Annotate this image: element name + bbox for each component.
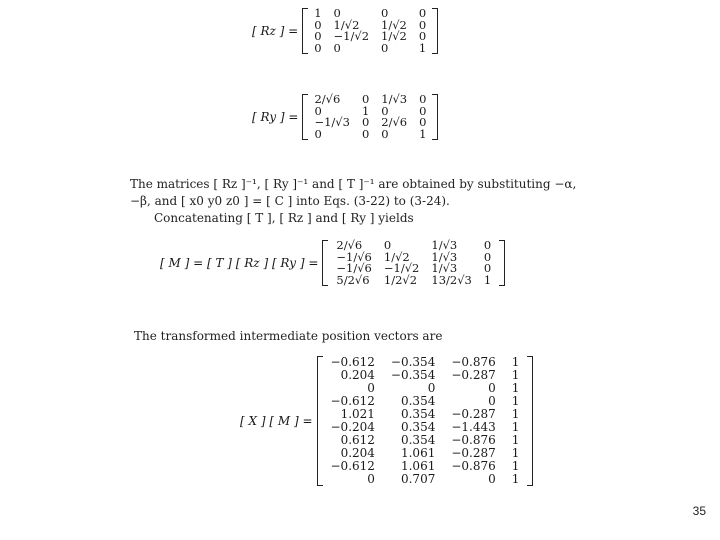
matrix-cell: −0.354	[390, 355, 436, 369]
matrix-cell: 0	[483, 238, 492, 252]
matrix-cell: −1/√6	[336, 261, 372, 275]
matrix-cell: −0.287	[451, 368, 496, 382]
matrix-left-bracket	[317, 356, 323, 486]
matrix-row	[323, 473, 528, 486]
matrix-left-bracket	[322, 240, 328, 286]
matrix-cell: −0.876	[451, 355, 496, 369]
matrix-rz-table	[308, 8, 432, 54]
matrix-row	[323, 369, 528, 382]
matrix-cell: 0	[314, 126, 322, 141]
matrix-cell: 1/√3	[431, 238, 458, 252]
matrix-cell: 2/√6	[336, 238, 363, 252]
matrix-cell: 0	[381, 40, 389, 55]
matrix-cell: 0	[361, 115, 370, 129]
matrix-cell: −0.354	[390, 368, 436, 382]
matrix-cell: 0.612	[340, 433, 375, 447]
matrix-row	[308, 8, 432, 20]
matrix-cell: 0	[419, 115, 427, 129]
matrix-right-bracket	[527, 356, 533, 486]
matrix-cell: 0	[419, 103, 427, 118]
matrix-cell: −1/√2	[383, 261, 420, 275]
matrix-cell: 0	[314, 40, 322, 55]
matrix-cell: 1.061	[400, 459, 436, 473]
matrix-cell: 0	[361, 92, 370, 106]
matrix-cell: 0.204	[340, 368, 375, 382]
matrix-cell: 13/2√3	[431, 272, 472, 287]
matrix-ry-table	[308, 94, 432, 140]
matrix-cell: 0.354	[400, 394, 436, 408]
equation-ry-lhs: [ Ry ] =	[252, 110, 299, 124]
matrix-cell: 1	[511, 459, 520, 473]
matrix-cell: 0	[314, 29, 322, 43]
matrix-cell: −1/√2	[333, 29, 370, 43]
matrix-cell: 1/√2	[381, 17, 407, 32]
matrix-cell: 0	[383, 238, 392, 252]
matrix-cell: −1/√6	[336, 249, 372, 264]
matrix-cell: −0.287	[451, 407, 496, 421]
equation-x-lhs: [ X ] [ M ] =	[240, 414, 313, 428]
matrix-left-bracket	[302, 8, 308, 54]
matrix-m-table	[330, 240, 497, 286]
matrix-cell: 2/√6	[314, 92, 341, 106]
matrix-cell: 1/√3	[431, 261, 458, 275]
matrix-cell: 1/√3	[381, 92, 408, 106]
matrix-left-bracket	[302, 94, 308, 140]
matrix-cell: 0	[483, 249, 492, 264]
paragraph-line-1: The matrices [ Rz ]⁻¹, [ Ry ]⁻¹ and [ T ]⁻¹ are obtained by substituting −α,	[130, 177, 577, 191]
matrix-cell: 0	[427, 381, 436, 395]
matrix-cell: 0.204	[340, 446, 375, 460]
matrix-cell: 0	[381, 126, 389, 141]
matrix-m	[322, 240, 505, 286]
matrix-right-bracket	[432, 94, 438, 140]
matrix-cell: 1.061	[400, 446, 436, 460]
matrix-cell: 0.354	[400, 407, 436, 421]
matrix-row	[330, 275, 497, 287]
equation-ry	[252, 94, 438, 140]
matrix-cell: 0	[418, 6, 427, 20]
equation-rz-lhs: [ Rz ] =	[252, 24, 299, 38]
matrix-cell: 1	[511, 368, 520, 382]
matrix-cell: 0.354	[400, 420, 436, 434]
matrix-cell: 1	[511, 446, 520, 460]
page-number: 35	[692, 504, 706, 518]
matrix-cell: 1/√2	[381, 29, 407, 43]
matrix-cell: 0	[381, 103, 389, 118]
matrix-cell: −0.612	[330, 394, 375, 408]
matrix-row	[308, 129, 432, 141]
matrix-right-bracket	[432, 8, 438, 54]
matrix-x	[317, 356, 534, 486]
matrix-row	[308, 117, 432, 129]
matrix-cell: −0.612	[330, 355, 375, 369]
matrix-cell: 1	[483, 272, 492, 287]
equation-m	[160, 240, 505, 286]
matrix-cell: 1	[314, 6, 322, 20]
matrix-cell: 0	[314, 103, 322, 118]
matrix-cell: 1	[418, 40, 427, 55]
matrix-cell: 0	[418, 17, 427, 32]
matrix-cell: 1/2√2	[383, 272, 418, 287]
matrix-rz	[302, 8, 438, 54]
matrix-cell: 0	[333, 40, 341, 55]
matrix-cell: 1	[511, 394, 520, 408]
matrix-cell: 1	[511, 433, 520, 447]
matrix-cell: −1.443	[451, 420, 496, 434]
matrix-cell: 1	[511, 472, 520, 486]
matrix-cell: 1/√2	[333, 17, 360, 32]
matrix-row	[308, 43, 432, 55]
equation-rz	[252, 8, 438, 54]
matrix-x-table	[323, 356, 528, 486]
matrix-cell: −0.612	[330, 459, 375, 473]
matrix-cell: 0	[367, 472, 375, 486]
matrix-cell: 0	[488, 394, 496, 408]
matrix-cell: 1	[511, 420, 520, 434]
matrix-cell: 1	[511, 381, 520, 395]
matrix-cell: 0	[361, 126, 370, 141]
matrix-cell: 0	[314, 17, 322, 32]
sentence-position-vectors: The transformed intermediate position vectors are	[134, 329, 443, 343]
equation-x	[240, 356, 533, 486]
matrix-cell: 1	[511, 407, 520, 421]
matrix-cell: 1	[361, 103, 370, 118]
matrix-cell: 5/2√6	[336, 272, 370, 287]
matrix-row	[308, 31, 432, 43]
matrix-cell: 0	[488, 381, 496, 395]
matrix-cell: 0	[488, 472, 496, 486]
matrix-cell: 1	[419, 126, 427, 141]
matrix-cell: 1	[511, 355, 520, 369]
matrix-cell: 0.354	[400, 433, 436, 447]
matrix-row	[308, 94, 432, 106]
matrix-cell: −0.287	[451, 446, 496, 460]
matrix-cell: −1/√3	[314, 115, 350, 129]
matrix-cell: 1/√3	[431, 249, 458, 264]
matrix-cell: −0.876	[451, 433, 496, 447]
matrix-cell: 0	[367, 381, 375, 395]
matrix-cell: 1/√2	[383, 249, 410, 264]
matrix-cell: −0.204	[330, 420, 375, 434]
matrix-row	[308, 20, 432, 32]
matrix-cell: 0.707	[400, 472, 436, 486]
matrix-cell: 0	[418, 29, 427, 43]
matrix-cell: −0.876	[451, 459, 496, 473]
matrix-cell: 0	[381, 6, 389, 20]
matrix-cell: 0	[333, 6, 341, 20]
matrix-cell: 0	[483, 261, 492, 275]
paragraph-line-3: Concatenating [ T ], [ Rz ] and [ Ry ] yields	[154, 211, 414, 225]
matrix-ry	[302, 94, 438, 140]
matrix-cell: 1.021	[340, 407, 375, 421]
matrix-cell: 2/√6	[381, 115, 408, 129]
equation-m-lhs: [ M ] = [ T ] [ Rz ] [ Ry ] =	[160, 256, 319, 270]
paragraph-line-2: −β, and [ x0 y0 z0 ] = [ C ] into Eqs. (3-22) to (3-24).	[130, 194, 450, 208]
matrix-cell: 0	[419, 92, 427, 106]
matrix-right-bracket	[499, 240, 505, 286]
